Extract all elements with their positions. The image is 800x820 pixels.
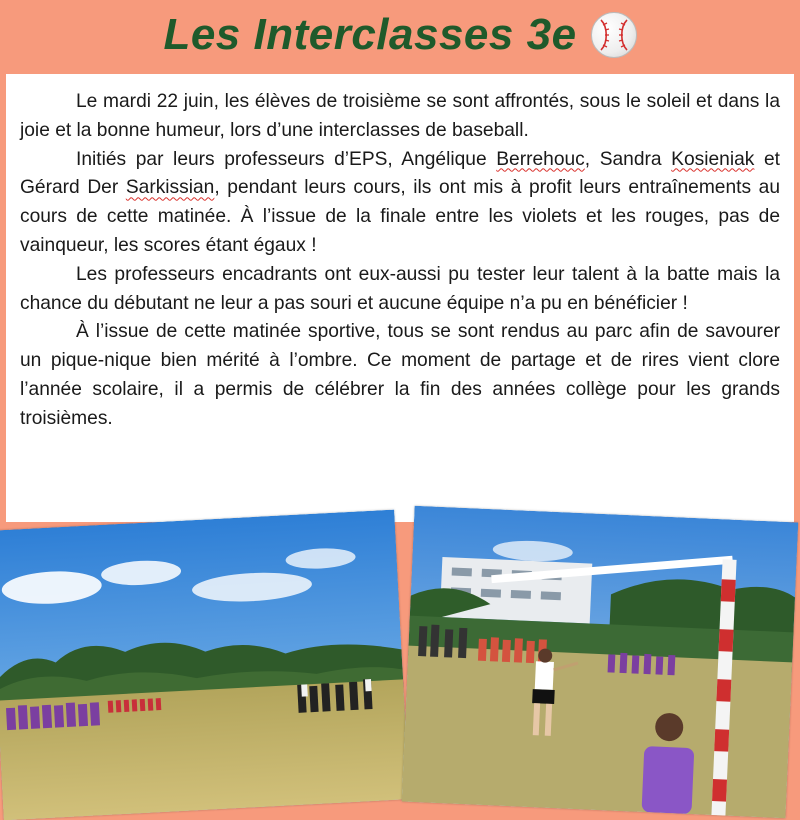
- article-paragraph-3: Les professeurs encadrants ont eux-aussi pu tester leur talent à la batte mais la chance du débutant ne leur a pas souri et aucune équipe n’a pu en bénéficier !: [20, 263, 780, 314]
- spellcheck-word-kosieniak: Kosieniak: [671, 148, 755, 170]
- photo-field-lineup: [0, 510, 409, 820]
- spellcheck-word-sarkissian: Sarkissian: [125, 177, 215, 199]
- p2-text-a: Initiés par leurs professeurs d’EPS, Angélique: [76, 148, 497, 170]
- photo-batter-image: [402, 506, 799, 818]
- p2-text-g: , pendant leurs cours, ils ont mis à profit leurs entraînements au cours de cette matinée. À l’issue de la finale entre les violets et les rouges, pas de vainqueur, les scores étant égaux !: [20, 177, 781, 256]
- photo-field-lineup-image: [0, 510, 409, 820]
- p2-text-e: et Gérard Der: [20, 148, 780, 199]
- article-card: [6, 74, 794, 522]
- p2-text-c: , Sandra: [584, 148, 672, 170]
- page-title: Les Interclasses 3e: [163, 10, 577, 59]
- baseball-icon: [591, 12, 637, 58]
- page-header: [0, 4, 800, 66]
- article-paragraph-4: À l’issue de cette matinée sportive, tous se sont rendus au parc afin de savourer un pique-nique bien mérité à l’ombre. Ce moment de partage et de rires vient clore l’année scolaire, il a permis de célébrer la fin des années collège pour les grands troisièmes.: [20, 321, 780, 429]
- article-paragraph-1: Le mardi 22 juin, les élèves de troisième se sont affrontés, sous le soleil et dans la joie et la bonne humeur, lors d’une interclasses de baseball.: [20, 91, 780, 141]
- spellcheck-word-berrehouc: Berrehouc: [496, 148, 585, 170]
- article-paragraph-2: [20, 146, 780, 261]
- photo-batter: [402, 506, 799, 818]
